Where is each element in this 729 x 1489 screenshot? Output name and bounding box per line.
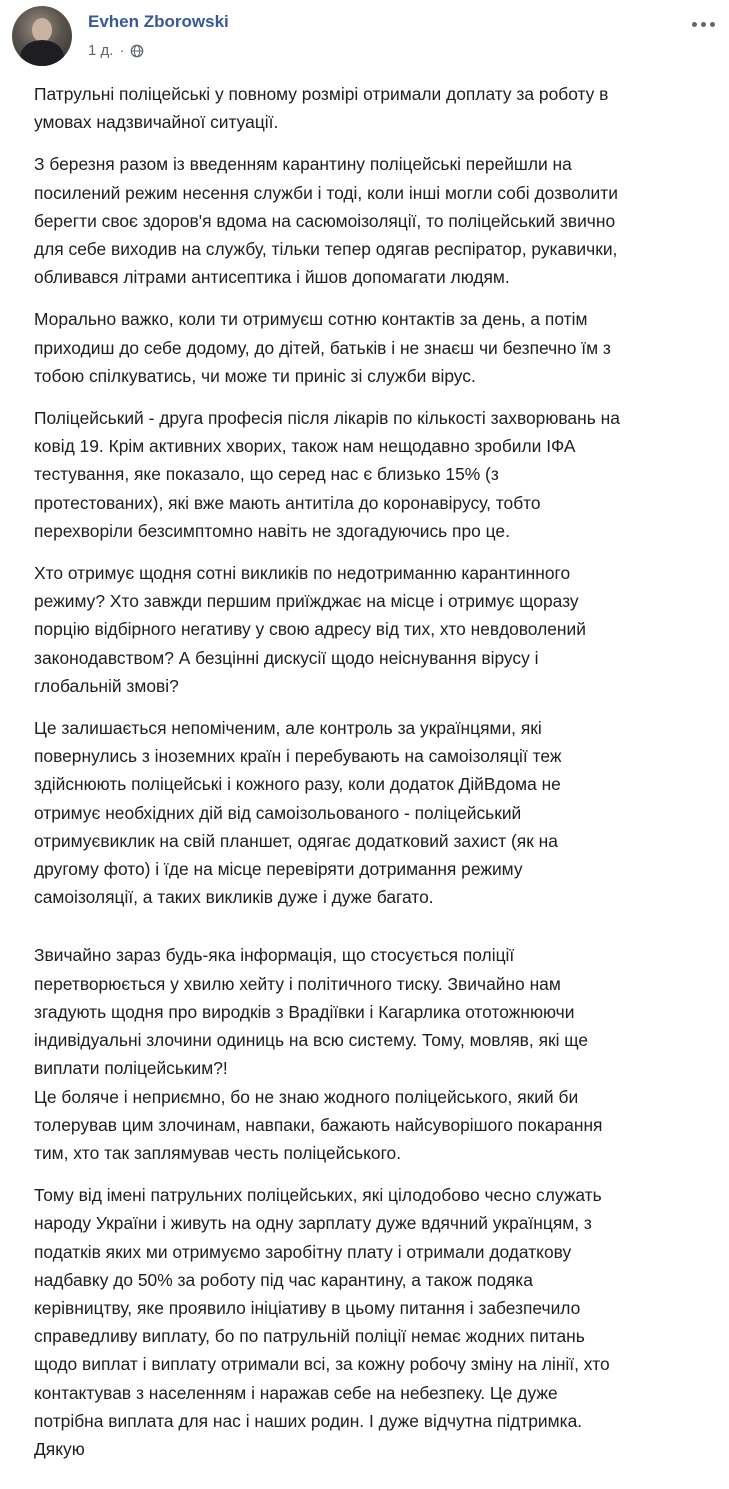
meta-separator: · (119, 42, 125, 59)
paragraph-8: Це боляче і неприємно, бо не знаю жодного поліцейського, який би толерував цим злочинам, навпаки, бажають найсуворішого покарання тим, хто так заплямував честь поліцейського. (34, 1086, 603, 1163)
paragraph-5: Хто отримує щодня сотні викликів по недотриманню карантинного режиму? Хто завжди першим приїжджає на місце і отримує щоразу порцію відбірного негативу у свою адресу від тих, хто невдоволений законодавством? А безцінні дискусії щодо неіснування вірусу і глобальній змові? (34, 563, 586, 696)
paragraph-9: Тому від імені патрульних поліцейських, які цілодобово чесно служать народу України і живуть на одну зарплату дуже вдячний українцям, з податків яких ми отримуємо заробітну плату і отримали додаткову надбавку до 50% за роботу під час карантину, а також подяка керівництву, яке проявило ініціативу в цьому питання і забезпечило справедливу виплату, бо по патрульній поліції немає жодних питань щодо виплат і виплату отримали всі, за кожну робочу зміну на лінії, хто контактував з населенням і наражав себе на небезпеку. Це дуже потрібна виплата для нас і наших родин. І дуже відчутна підтримка. Дякую (34, 1185, 610, 1459)
avatar-body-shape (20, 40, 64, 66)
paragraph-3: Морально важко, коли ти отримуєш сотню контактів за день, а потім приходиш до себе додому, до дітей, батьків і не знаєш чи безпечно їм з тобою спілкуватись, чи може ти приніс зі служби вірус. (34, 309, 611, 386)
more-options-icon[interactable] (689, 14, 717, 34)
post-time[interactable]: 1 д. (88, 42, 114, 59)
globe-icon[interactable] (130, 44, 144, 58)
paragraph-4: Поліцейський - друга професія після лікарів по кількості захворювань на ковід 19. Крім активних хворих, також нам нещодавно зробили ІФА тестування, яке показало, що серед нас є близько 15% (з протестованих), які вже мають антитіла до коронавірусу, тобто перехворіли безсимптомно навіть не здогадуючись про це. (34, 408, 620, 541)
paragraph-7: Звичайно зараз будь-яка інформація, що стосується поліції перетворюється у хвилю хейту і політичного тиску. Звичайно нам згадують щодня про виродків з Врадіївки і Кагарлика ототожнюючи індивідуальні злочини одиниць на всю систему. Тому, мовляв, які ще виплати поліцейським?! (34, 945, 589, 1079)
post-header (12, 6, 717, 66)
paragraph-6: Це залишається непоміченим, але контроль за українцями, які повернулись з іноземних країн і перебувають на самоізоляції теж здійснюють поліцейські і кожного разу, коли додаток ДійВдома не отримує необхідних дій від самоізольованого - поліцейський отримуєвиклик на свій планшет, одягає додатковий захист (як на другому фото) і їде на місце перевіряти дотримання режиму самоізоляції, а таких викликів дуже і дуже багато. (34, 718, 562, 908)
avatar-head-shape (32, 18, 52, 42)
post-meta (88, 42, 144, 59)
paragraph-2: З березня разом із введенням карантину поліцейські перейшли на посилений режим несення служби і тоді, коли інші могли собі дозволити берегти своє здоров'я вдома на сасюмоізоляції, то поліцейський звично для себе виходив на службу, тільки тепер одягав респіратор, рукавички, обливався літрами антисептика і йшов допомагати людям. (34, 154, 618, 288)
paragraph-1: Патрульні поліцейські у повному розмірі отримали доплату за роботу в умовах надзвичайної ситуації. (34, 84, 609, 133)
avatar[interactable] (12, 6, 72, 66)
post-text (34, 80, 714, 1477)
author-name[interactable]: Evhen Zborowski (88, 12, 229, 31)
